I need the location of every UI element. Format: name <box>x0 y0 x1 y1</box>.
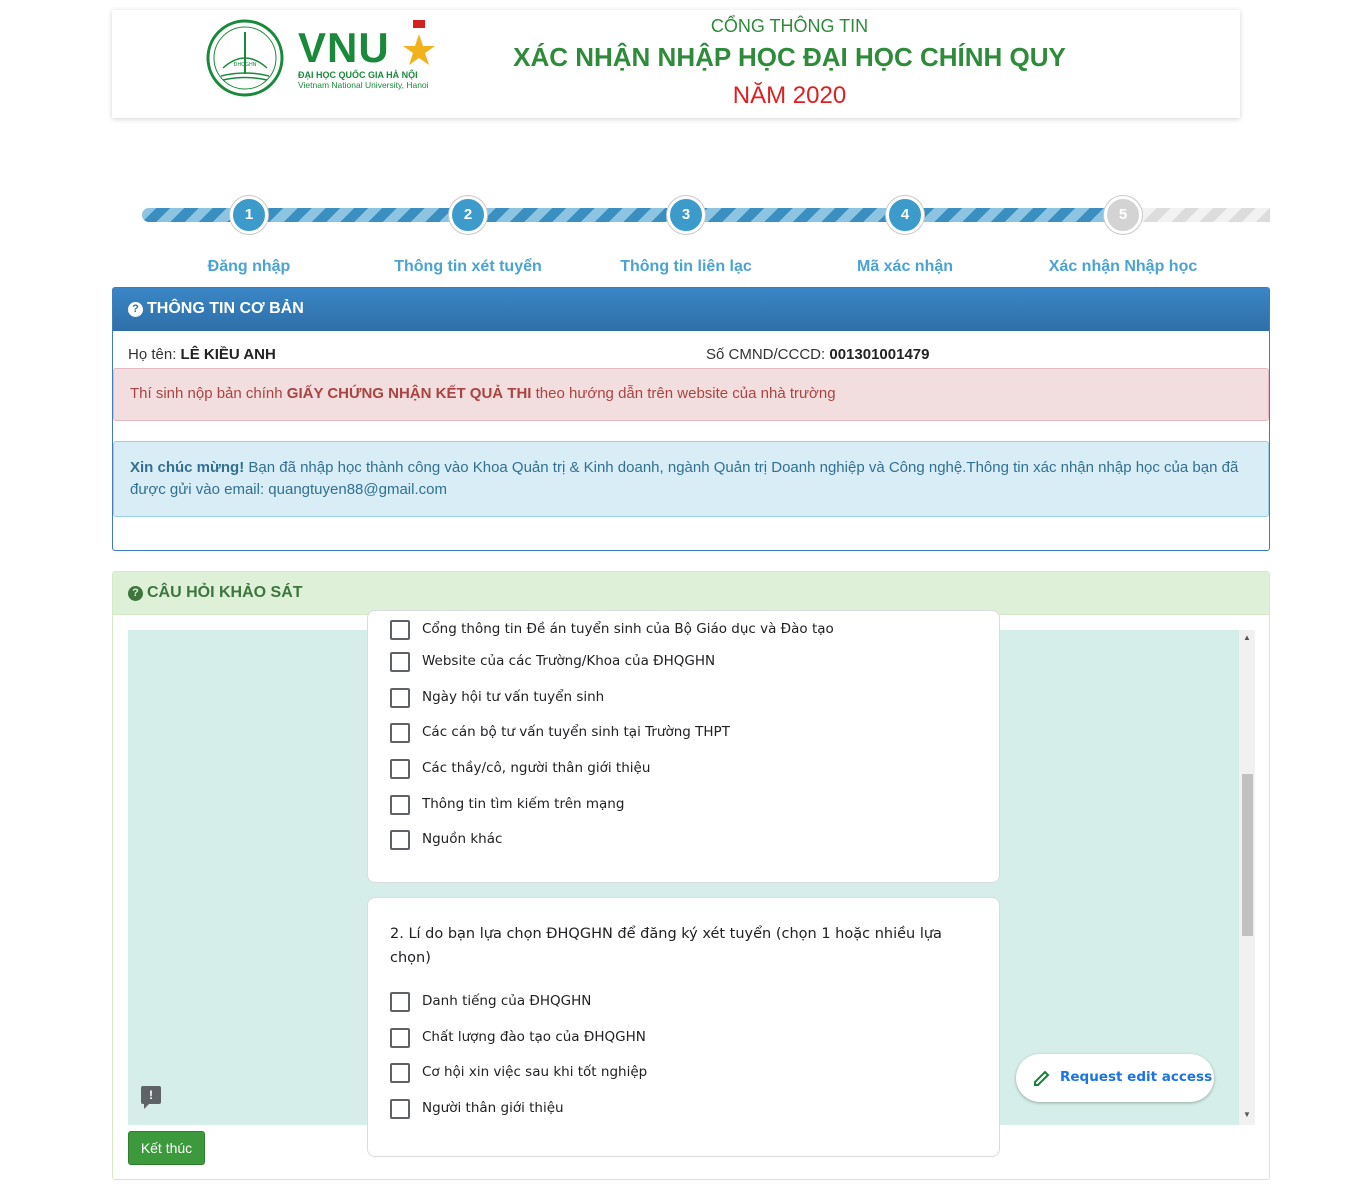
checkbox[interactable] <box>390 795 410 815</box>
vnu-word: VNU <box>298 24 390 71</box>
full-name-label: Họ tên: <box>128 346 177 363</box>
basic-info-title: THÔNG TIN CƠ BẢN <box>147 300 304 317</box>
step-4-dot: 4 <box>886 196 924 234</box>
gold-star-medal-icon <box>402 20 436 81</box>
survey-header <box>113 572 1269 615</box>
step-2-dot: 2 <box>449 196 487 234</box>
checkbox[interactable] <box>390 759 410 779</box>
notice-text-post: theo hướng dẫn trên website của nhà trường <box>531 385 836 402</box>
option-label: Các cán bộ tư vấn tuyển sinh tại Trường THPT <box>422 724 730 740</box>
checkbox[interactable] <box>390 830 410 850</box>
step-1-dot: 1 <box>230 196 268 234</box>
step-4-label: Mã xác nhận <box>856 258 954 275</box>
header-line-portal: CỔNG THÔNG TIN <box>710 16 869 36</box>
option-label: Người thân giới thiệu <box>422 1100 564 1116</box>
embedded-google-form[interactable] <box>128 621 1255 1125</box>
checkbox[interactable] <box>390 620 410 640</box>
wizard-progress-fill <box>142 208 1118 222</box>
checkbox[interactable] <box>390 1028 410 1048</box>
scroll-down-arrow-icon[interactable]: ▼ <box>1243 1110 1251 1119</box>
scrollbar-thumb[interactable] <box>1242 774 1253 936</box>
vnu-sub-vietnamese: ĐẠI HỌC QUỐC GIA HÀ NỘI <box>298 70 418 80</box>
question-circle-icon: ? <box>128 586 143 601</box>
checkbox[interactable] <box>390 1099 410 1119</box>
question-1-card <box>367 610 1000 883</box>
survey-panel <box>112 571 1270 1180</box>
scroll-up-arrow-icon[interactable]: ▲ <box>1243 633 1251 642</box>
finish-button[interactable]: Kết thúc <box>128 1131 205 1165</box>
request-edit-access-button[interactable] <box>1016 1054 1214 1102</box>
basic-info-header <box>113 288 1269 331</box>
certificate-notice-alert <box>113 368 1269 421</box>
id-number-row <box>706 346 929 363</box>
id-number-value: 001301001479 <box>829 346 930 363</box>
wizard-progress-bar <box>142 208 1270 222</box>
full-name-row <box>128 346 276 363</box>
checkbox[interactable] <box>390 723 410 743</box>
checkbox[interactable] <box>390 992 410 1012</box>
header-main-title: XÁC NHẬN NHẬP HỌC ĐẠI HỌC CHÍNH QUY <box>513 42 1066 72</box>
site-header <box>112 10 1240 118</box>
step-3-dot: 3 <box>667 196 705 234</box>
step-2-label: Thông tin xét tuyển <box>394 258 542 275</box>
step-5-label: Xác nhận Nhập học <box>1048 258 1198 275</box>
question-circle-icon: ? <box>128 302 143 317</box>
option-label: Các thầy/cô, người thân giới thiệu <box>422 760 651 776</box>
success-heading: Xin chúc mừng! <box>130 459 245 476</box>
question-2-title: 2. Lí do bạn lựa chọn ĐHQGHN để đăng ký xét tuyển (chọn 1 hoặc nhiều lựa chọn) <box>390 926 942 966</box>
id-number-label: Số CMND/CCCD: <box>706 346 826 363</box>
option-label: Nguồn khác <box>422 831 503 847</box>
option-label: Cổng thông tin Đề án tuyển sinh của Bộ Giáo dục và Đào tạo <box>422 621 834 637</box>
vnu-sub-english: Vietnam National University, Hanoi <box>298 80 429 90</box>
success-message: Bạn đã nhập học thành công vào Khoa Quản trị & Kinh doanh, ngành Quản trị Doanh nghiệp và Công nghệ.Thông tin xác nhận nhập học của bạn đã được gửi vào email: quangtuyen88@gmail.com <box>130 459 1239 498</box>
option-label: Chất lượng đào tạo của ĐHQGHN <box>422 1029 646 1045</box>
option-label: Cơ hội xin việc sau khi tốt nghiệp <box>422 1064 648 1080</box>
option-label: Website của các Trường/Khoa của ĐHQGHN <box>422 653 716 669</box>
option-label: Ngày hội tư vấn tuyển sinh <box>422 689 605 705</box>
step-1-label: Đăng nhập <box>207 258 291 275</box>
feedback-icon[interactable]: ! <box>141 1086 161 1104</box>
pencil-icon <box>1032 1068 1052 1092</box>
step-5-dot: 5 <box>1104 196 1142 234</box>
checkbox[interactable] <box>390 1063 410 1083</box>
notice-text-pre: Thí sinh nộp bản chính <box>130 385 287 402</box>
checkbox[interactable] <box>390 688 410 708</box>
form-scrollbar[interactable] <box>1239 630 1255 1125</box>
option-label: Danh tiếng của ĐHQGHN <box>422 993 592 1009</box>
svg-text:ĐHQGHN: ĐHQGHN <box>233 62 257 68</box>
request-edit-label: Request edit access <box>1060 1069 1213 1085</box>
enrollment-success-alert <box>113 441 1269 517</box>
checkbox[interactable] <box>390 652 410 672</box>
header-year: NĂM 2020 <box>732 82 847 109</box>
survey-title: CÂU HỎI KHẢO SÁT <box>147 584 303 601</box>
notice-text-bold: GIẤY CHỨNG NHẬN KẾT QUẢ THI <box>286 385 532 402</box>
basic-info-panel <box>112 287 1270 551</box>
vnu-seal-logo <box>205 18 285 103</box>
full-name-value: LÊ KIỀU ANH <box>180 346 276 363</box>
step-3-label: Thông tin liên lạc <box>620 258 752 275</box>
option-label: Thông tin tìm kiếm trên mạng <box>422 796 625 812</box>
question-2-card <box>367 897 1000 1157</box>
